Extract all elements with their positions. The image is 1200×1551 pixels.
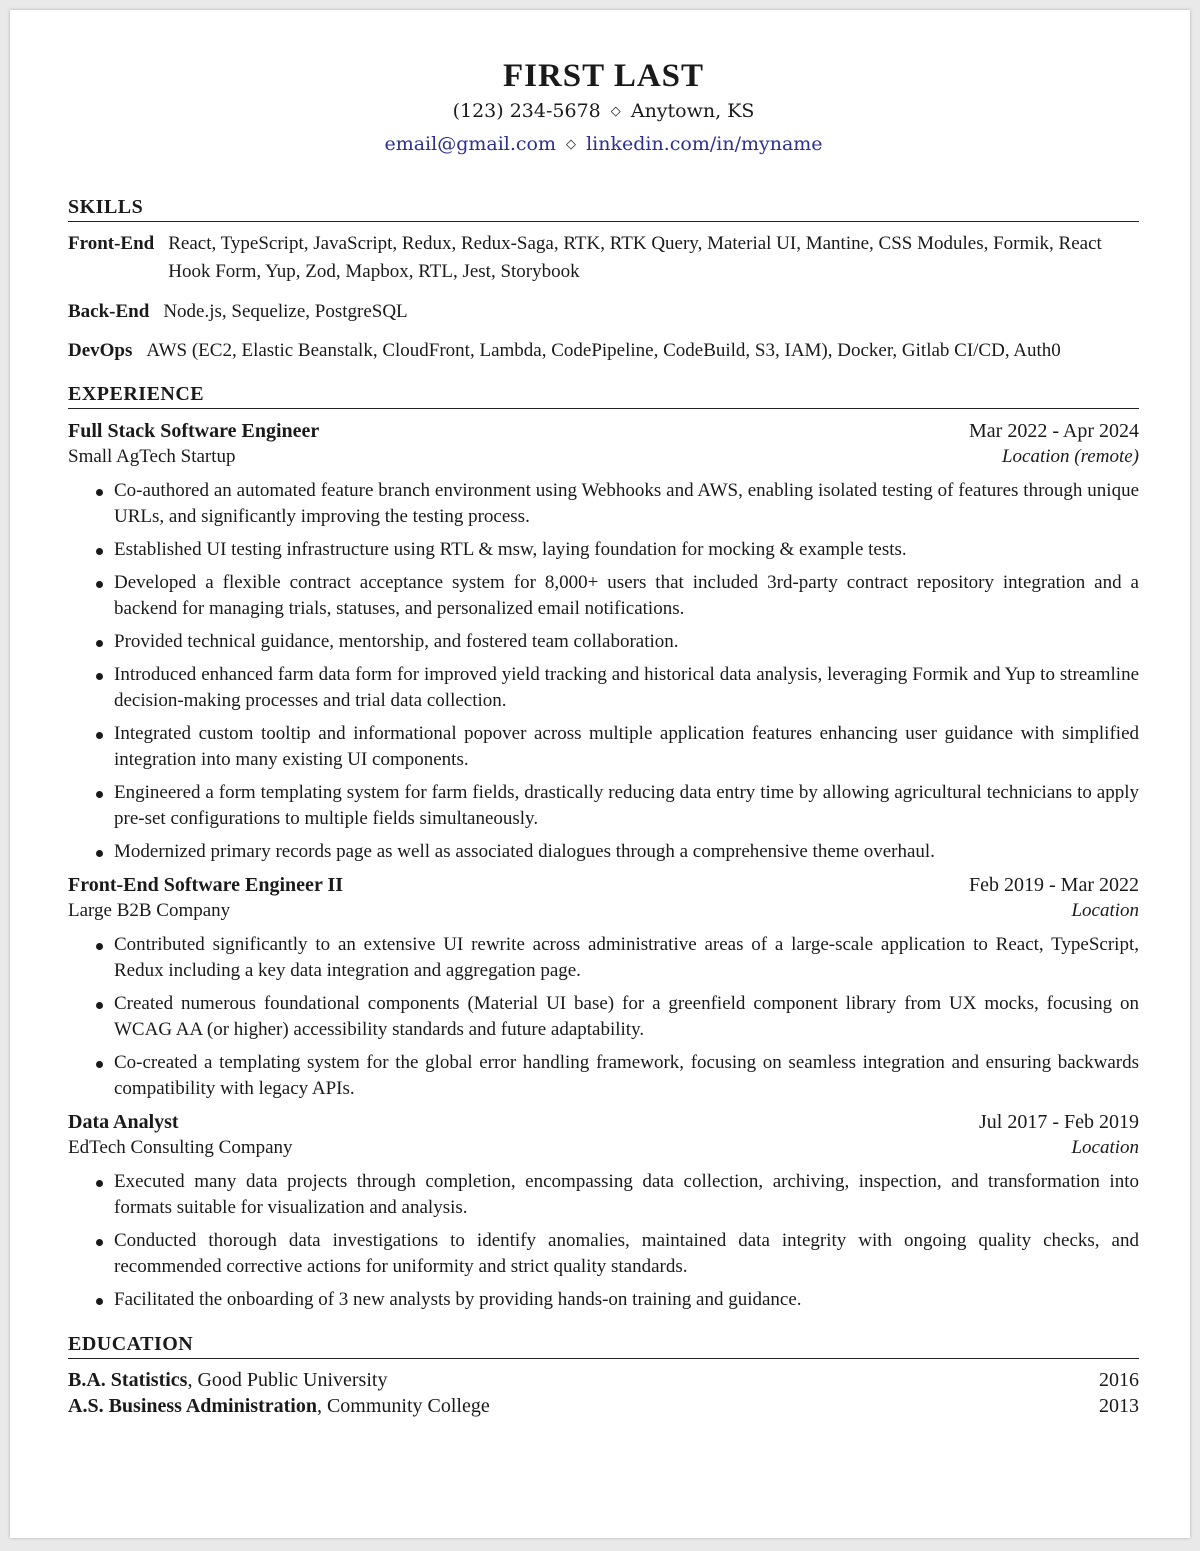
bullet-icon (96, 1002, 103, 1009)
diamond-separator-icon: ◇ (610, 104, 621, 119)
skill-label: DevOps (68, 340, 133, 361)
job-bullets (68, 932, 1139, 1102)
job-subheader (68, 898, 1139, 924)
skill-row-back-end (68, 298, 1139, 326)
job-company: Large B2B Company (68, 900, 231, 921)
contact-line-2 (68, 129, 1139, 162)
job-title: Full Stack Software Engineer (68, 420, 320, 442)
candidate-name: FIRST LAST (502, 58, 705, 94)
job-entry (68, 872, 1139, 1102)
job-location: Location (1071, 1137, 1139, 1158)
bullet-icon (96, 673, 103, 680)
job-entry (68, 418, 1139, 865)
location-text: Anytown, KS (630, 100, 755, 122)
resume-page (10, 10, 1190, 1538)
graduation-year: 2013 (1099, 1395, 1139, 1417)
bullet-text: Established UI testing infrastructure using RTL & msw, laying foundation for mocking & example tests. (114, 539, 907, 560)
school-name: , Good Public University (187, 1369, 388, 1391)
job-location: Location (1071, 900, 1139, 921)
skill-value: React, TypeScript, JavaScript, Redux, Redux-Saga, RTK, RTK Query, Material UI, Mantine, CSS Modules, Formik, React Hook Form, Yup, Zod, Mapbox, RTL, Jest, Storybook (168, 233, 1102, 282)
bullet-text: Developed a flexible contract acceptance system for 8,000+ users that included 3rd-party contract repository integration and a backend for managing trials, statuses, and personalized email notifications. (114, 572, 1139, 619)
list-item (68, 662, 1139, 714)
bullet-icon (96, 640, 103, 647)
bullet-text: Executed many data projects through completion, encompassing data collection, archiving, inspection, and transformation into formats suitable for visualization and analysis. (114, 1171, 1139, 1218)
bullet-icon (96, 489, 103, 496)
list-item (68, 1228, 1139, 1280)
bullet-icon (96, 1239, 103, 1246)
bullet-text: Introduced enhanced farm data form for improved yield tracking and historical data analysis, leveraging Formik and Yup to streamline decision-making processes and trial data collection. (114, 664, 1139, 711)
list-item (68, 1169, 1139, 1221)
linkedin-link[interactable]: linkedin.com/in/myname (586, 133, 823, 155)
skill-label: Front-End (68, 233, 155, 254)
bullet-icon (96, 732, 103, 739)
job-dates: Mar 2022 - Apr 2024 (969, 420, 1139, 442)
job-subheader (68, 444, 1139, 470)
bullet-text: Engineered a form templating system for farm fields, drastically reducing data entry time by allowing agricultural technicians to apply pre-set configurations to multiple fields simultaneously. (114, 782, 1139, 829)
job-header (68, 1109, 1139, 1135)
job-header (68, 418, 1139, 444)
bullet-icon (96, 791, 103, 798)
job-company: Small AgTech Startup (68, 446, 236, 467)
list-item (68, 991, 1139, 1043)
skill-row-devops (68, 337, 1139, 365)
education-heading: EDUCATION (68, 1333, 1139, 1359)
bullet-text: Contributed significantly to an extensive UI rewrite across administrative areas of a large-scale application to React, TypeScript, Redux including a key data integration and aggregation page. (114, 934, 1139, 981)
skill-value: Node.js, Sequelize, PostgreSQL (163, 301, 408, 322)
email-link[interactable]: email@gmail.com (384, 133, 556, 155)
diamond-separator-icon: ◇ (566, 137, 577, 152)
job-bullets (68, 478, 1139, 865)
degree-name: A.S. Business Administration (68, 1395, 317, 1417)
list-item (68, 1287, 1139, 1313)
list-item (68, 780, 1139, 832)
bullet-icon (96, 850, 103, 857)
degree-name: B.A. Statistics (68, 1369, 188, 1391)
job-location: Location (remote) (1001, 446, 1139, 467)
bullet-text: Facilitated the onboarding of 3 new analysts by providing hands-on training and guidance. (114, 1289, 802, 1310)
list-item (68, 839, 1139, 865)
skill-value: AWS (EC2, Elastic Beanstalk, CloudFront, Lambda, CodePipeline, CodeBuild, S3, IAM), Docker, Gitlab CI/CD, Auth0 (146, 340, 1061, 361)
job-dates: Jul 2017 - Feb 2019 (979, 1111, 1139, 1133)
education-entry (68, 1367, 1139, 1393)
bullet-text: Integrated custom tooltip and informational popover across multiple application features enhancing user guidance with simplified integration into many existing UI components. (114, 723, 1139, 770)
bullet-icon (96, 581, 103, 588)
bullet-icon (96, 1298, 103, 1305)
bullet-text: Co-authored an automated feature branch environment using Webhooks and AWS, enabling isolated testing of features through unique URLs, and significantly improving the testing process. (114, 480, 1139, 527)
bullet-icon (96, 1180, 103, 1187)
list-item (68, 932, 1139, 984)
bullet-icon (96, 548, 103, 555)
job-subheader (68, 1135, 1139, 1161)
experience-heading: EXPERIENCE (68, 383, 1139, 409)
resume-content (68, 10, 1139, 1419)
phone-number: (123) 234-5678 (452, 100, 601, 122)
list-item (68, 478, 1139, 530)
school-name: , Community College (316, 1395, 490, 1417)
skill-label: Back-End (68, 301, 150, 322)
job-title: Data Analyst (68, 1111, 179, 1133)
list-item (68, 1050, 1139, 1102)
bullet-icon (96, 943, 103, 950)
job-entry (68, 1109, 1139, 1313)
contact-line-1 (68, 96, 1139, 129)
bullet-text: Provided technical guidance, mentorship, and fostered team collaboration. (114, 631, 679, 652)
job-bullets (68, 1169, 1139, 1313)
job-company: EdTech Consulting Company (68, 1137, 293, 1158)
bullet-text: Conducted thorough data investigations to identify anomalies, maintained data integrity with ongoing quality checks, and recommended corrective actions for uniformity and strict quality standards. (114, 1230, 1139, 1277)
job-header (68, 872, 1139, 898)
list-item (68, 629, 1139, 655)
list-item (68, 537, 1139, 563)
resume-header (68, 56, 1139, 162)
graduation-year: 2016 (1099, 1369, 1139, 1391)
skill-row-front-end (68, 230, 1139, 286)
job-dates: Feb 2019 - Mar 2022 (969, 874, 1139, 896)
list-item (68, 721, 1139, 773)
bullet-text: Created numerous foundational components (Material UI base) for a greenfield component library from UX mocks, focusing on WCAG AA (or higher) accessibility standards and future adaptability. (114, 993, 1139, 1040)
education-entry (68, 1393, 1139, 1419)
job-title: Front-End Software Engineer II (68, 874, 344, 896)
bullet-text: Modernized primary records page as well as associated dialogues through a comprehensive theme overhaul. (114, 841, 935, 862)
bullet-text: Co-created a templating system for the global error handling framework, focusing on seamless integration and ensuring backwards compatibility with legacy APIs. (114, 1052, 1139, 1099)
bullet-icon (96, 1061, 103, 1068)
skills-heading: SKILLS (68, 196, 1139, 222)
list-item (68, 570, 1139, 622)
